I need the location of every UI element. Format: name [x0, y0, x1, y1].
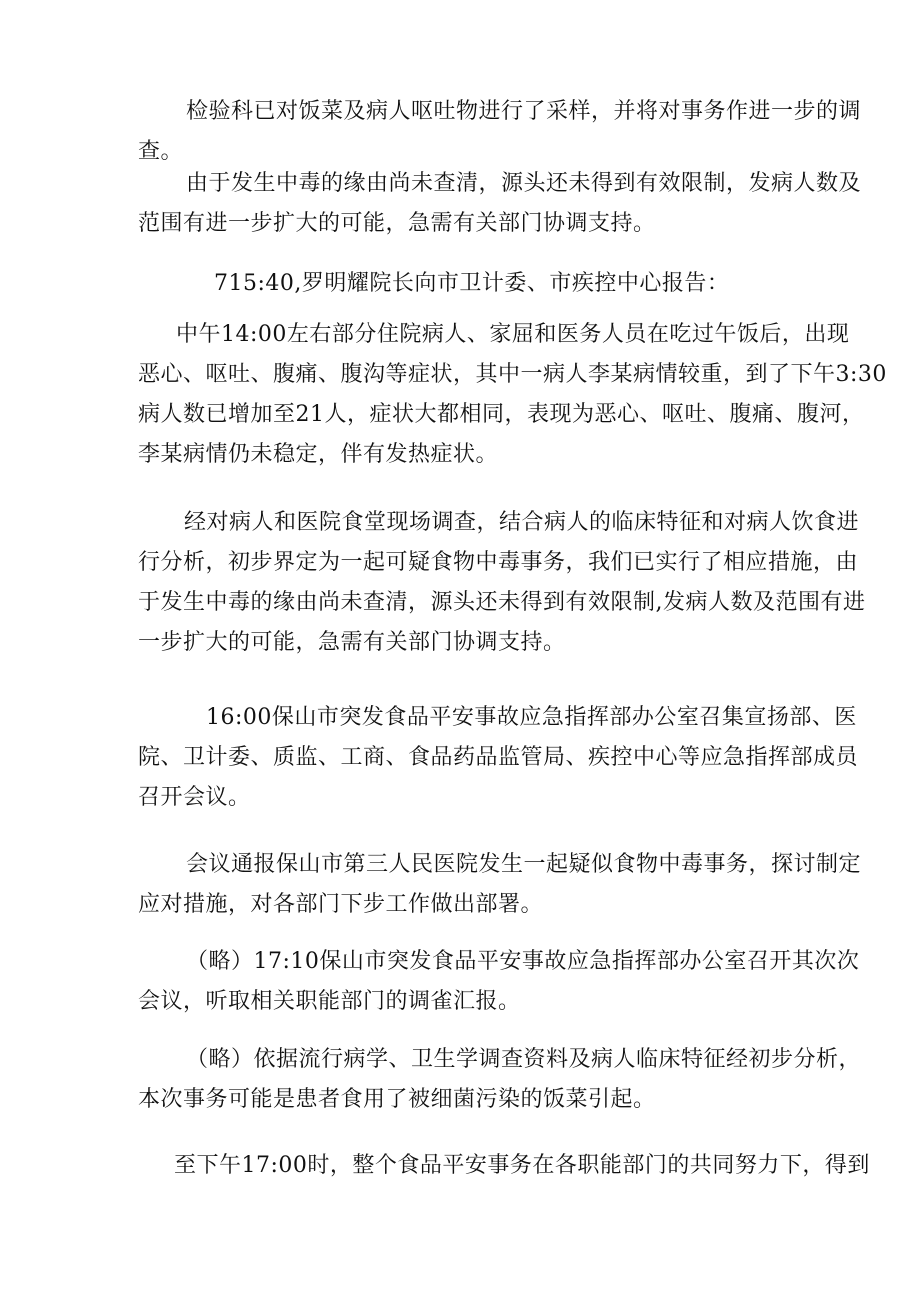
paragraph-symptoms — [138, 315, 887, 475]
paragraph-analysis — [138, 1040, 862, 1120]
text-line: 会议，听取相关职能部门的调雀汇报。 — [138, 989, 521, 1014]
text-line: 至下午17:00时，整个食品平安事务在各职能部门的共同努力下，得到 — [174, 1153, 870, 1178]
text-line: 会议通报保山市第三人民医院发生一起疑似食物中毒事务，探讨制定 — [186, 852, 862, 877]
paragraph-report-time — [138, 264, 788, 304]
text-line: 召开会议。 — [138, 785, 251, 810]
text-line: 本次事务可能是患者食用了被细菌污染的饭菜引起。 — [138, 1087, 656, 1112]
paragraph-cause-unknown — [138, 164, 862, 244]
text-line: 一步扩大的可能，急需有关部门协调支持。 — [138, 630, 566, 655]
text-line: 经对病人和医院食堂现场调查，结合病人的临床特征和对病人饮食进 — [184, 510, 860, 535]
text-line: 李某病情仍未稳定，伴有发热症状。 — [138, 442, 499, 467]
text-line: 16:00保山市突发食品平安事故应急指挥部办公室召集宣扬部、医 — [206, 705, 857, 730]
text-line: 病人数已增加至21人，症状大都相同，表现为恶心、呕吐、腹痛、腹河， — [138, 402, 865, 427]
paragraph-sampling — [138, 92, 862, 172]
paragraph-investigation — [138, 503, 866, 663]
paragraph-conclusion — [138, 1146, 870, 1186]
text-line: 中午14:00左右部分住院病人、家屈和医务人员在吃过午饭后，出现 — [176, 322, 850, 347]
text-line: 715:40,罗明耀院长向市卫计委、市疾控中心报告： — [214, 271, 730, 296]
text-line: 应对措施，对各部门下步工作做出部署。 — [138, 892, 544, 917]
text-line: 检验科已对饭菜及病人呕吐物进行了采样，并将对事务作进一步的调 — [186, 99, 862, 124]
text-line: （略）17:10保山市突发食品平安事故应急指挥部办公室召开其次次 — [186, 949, 860, 974]
text-line: 由于发生中毒的缘由尚未查清，源头还未得到有效限制，发病人数及 — [186, 171, 862, 196]
text-line: 恶心、呕吐、腹痛、腹沟等症状，其中一病人李某病情较重，到了下午3:30 — [138, 362, 887, 387]
text-line: 行分析，初步界定为一起可疑食物中毒事务，我们已实行了相应措施，由 — [138, 550, 859, 575]
paragraph-second-meeting — [138, 942, 860, 1022]
text-line: 于发生中毒的缘由尚未查清，源头还未得到有效限制,发病人数及范围有进 — [138, 590, 866, 615]
paragraph-meeting-convened — [138, 698, 859, 818]
text-line: 院、卫计委、质监、工商、食品药品监管局、疾控中心等应急指挥部成员 — [138, 745, 859, 770]
text-line: 查。 — [138, 139, 184, 164]
text-line: 范围有进一步扩大的可能，急需有关部门协调支持。 — [138, 211, 656, 236]
paragraph-meeting-briefing — [138, 845, 862, 925]
text-line: （略）依据流行病学、卫生学调查资料及病人临床特征经初步分析， — [186, 1047, 862, 1072]
